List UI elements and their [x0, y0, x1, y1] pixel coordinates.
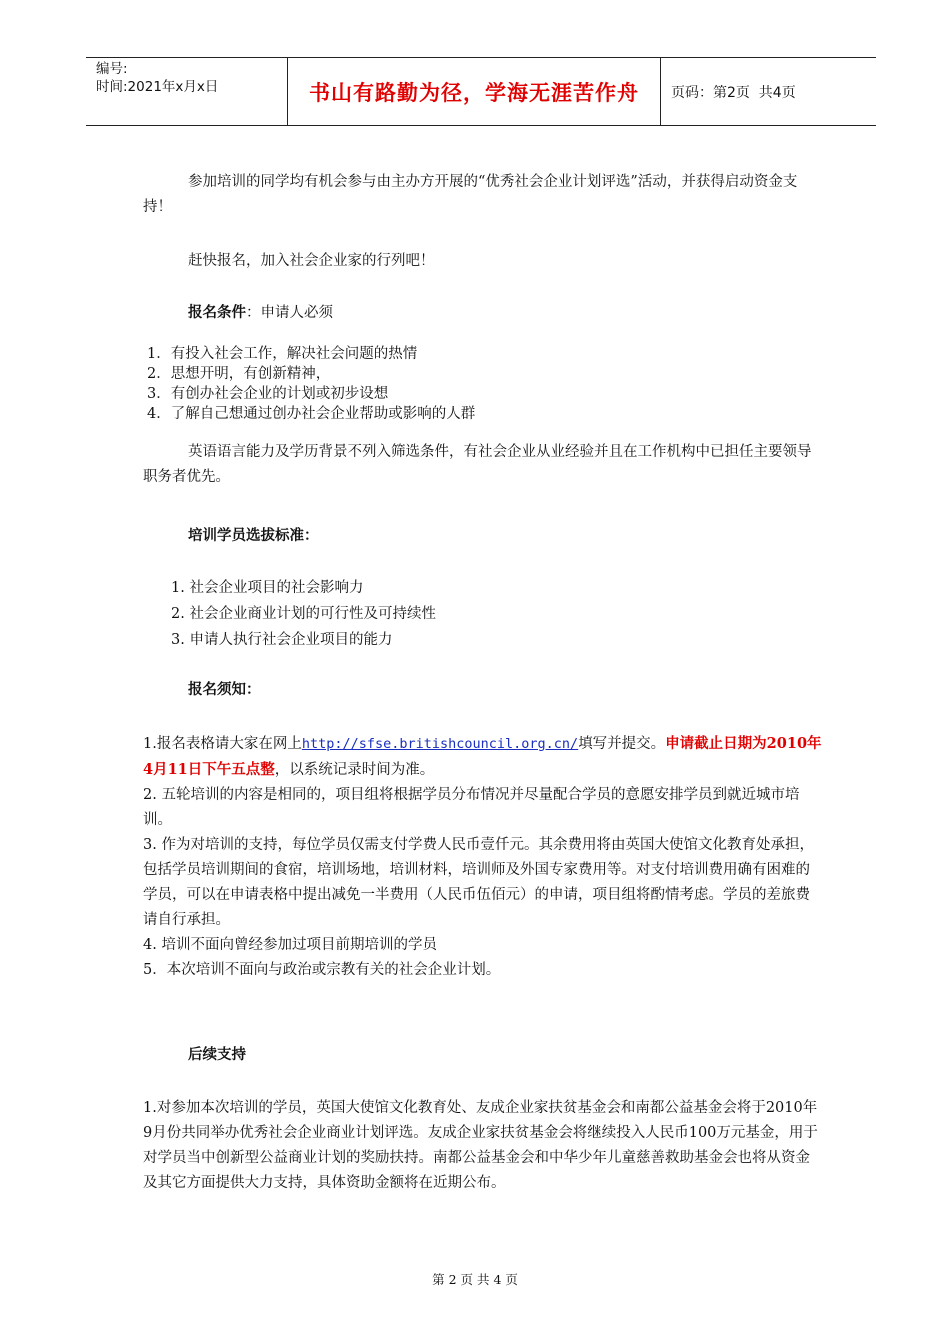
intro-paragraph: 参加培训的同学均有机会参与由主办方开展的“优秀社会企业计划评选”活动，并获得启动资金支持！: [143, 174, 798, 215]
header-time-label: 时间:2021年x月x日: [96, 79, 219, 95]
notice-item-5: 5．本次培训不面向与政治或宗教有关的社会企业计划。: [143, 962, 501, 978]
page-footer: [0, 1270, 950, 1288]
list-item: 1. 社会企业项目的社会影响力: [171, 580, 364, 596]
list-item: 2. 社会企业商业计划的可行性及可持续性: [171, 606, 436, 622]
header-motto: 书山有路勤为径，学海无涯苦作舟: [288, 58, 661, 125]
header-page-info: [661, 58, 876, 125]
header-number-label: 编号:: [96, 61, 128, 77]
list-item: 4．了解自己想通过创办社会企业帮助或影响的人群: [147, 406, 476, 422]
notice-item-4: 4. 培训不面向曾经参加过项目前期培训的学员: [143, 937, 437, 953]
notice-heading: 报名须知：: [188, 682, 261, 698]
call-to-action: 赶快报名，加入社会企业家的行列吧！: [188, 253, 435, 269]
list-item: 3．有创办社会企业的计划或初步设想: [147, 386, 389, 402]
notice-item-3: 3. 作为对培训的支持，每位学员仅需支付学费人民币壹仟元。其余费用将由英国大使馆文化教育处承担，包括学员培训期间的食宿，培训场地，培训材料，培训师及外国专家费用等。对支付培训费用确有困难的学员，可以在申请表格中提出减免一半费用（人民币伍佰元）的申请，项目组将酌情考虑。学员的差旅费请自行承担。: [143, 837, 814, 928]
registration-link[interactable]: http://sfse.britishcouncil.org.cn/: [301, 736, 579, 752]
page-header: [86, 57, 876, 126]
header-page-label: 页码：第2页 共4页: [671, 84, 796, 101]
language-note: 英语语言能力及学历背景不列入筛选条件，有社会企业从业经验并且在工作机构中已担任主要领导职务者优先。: [143, 444, 812, 485]
deadline-text: 申请截止日期为2010年4月11日下午五点整: [143, 735, 822, 778]
followup-heading: 后续支持: [188, 1047, 246, 1063]
notice-item-1: [143, 731, 823, 783]
notice-list: [143, 731, 823, 983]
followup-paragraph: 1.对参加本次培训的学员，英国大使馆文化教育处、友成企业家扶贫基金会和南都公益基金会将于2010年9月份共同举办优秀社会企业商业计划评选。友成企业家扶贫基金会将继续投入人民币100万元基金，用于对学员当中创新型公益商业计划的奖励扶持。南都公益基金会和中华少年儿童慈善救助基金会也将从资金及其它方面提供大力支持，具体资助金额将在近期公布。: [143, 1100, 818, 1191]
selection-heading: 培训学员选拔标准：: [188, 528, 319, 544]
conditions-list: [147, 344, 827, 424]
conditions-suffix: ：申请人必须: [246, 305, 333, 321]
conditions-title: 报名条件: [188, 305, 246, 321]
header-meta: [86, 58, 288, 125]
list-item: 3. 申请人执行社会企业项目的能力: [171, 632, 393, 648]
notice-text: ，以系统记录时间为准。: [274, 762, 435, 778]
notice-text: 1.报名表格请大家在网上: [143, 736, 302, 752]
conditions-heading: [143, 301, 823, 326]
footer-page-number: 第 2 页 共 4 页: [432, 1272, 518, 1287]
list-item: 2．思想开明，有创新精神，: [147, 366, 331, 382]
notice-text: 填写并提交。: [578, 736, 666, 752]
notice-item-2: 2. 五轮培训的内容是相同的，项目组将根据学员分布情况并尽量配合学员的意愿安排学员到就近城市培训。: [143, 787, 800, 828]
selection-list: [143, 575, 851, 653]
list-item: 1．有投入社会工作，解决社会问题的热情: [147, 346, 418, 362]
